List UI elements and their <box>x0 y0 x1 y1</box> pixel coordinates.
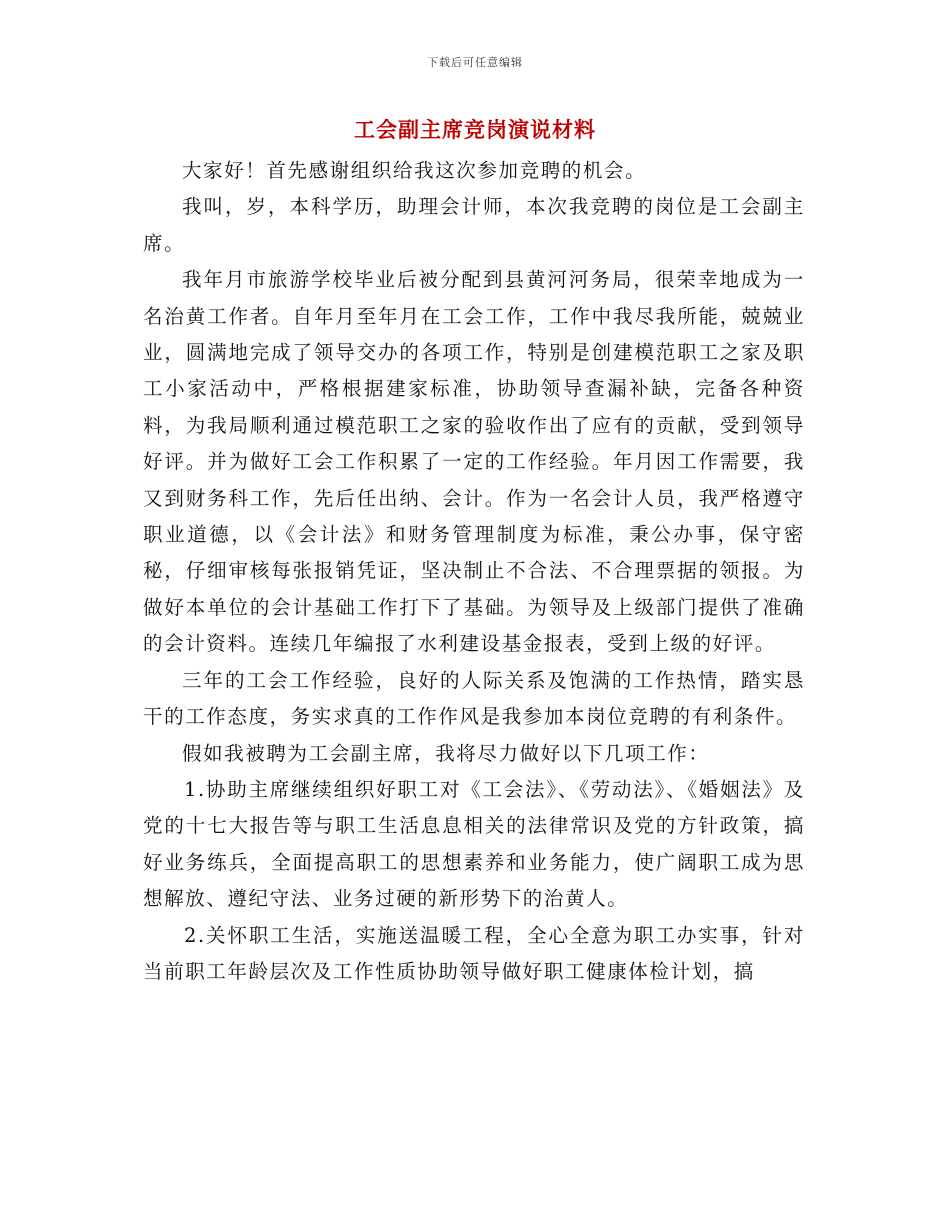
document-body <box>143 153 805 990</box>
document-title: 工会副主席竞岗演说材料 <box>354 117 596 142</box>
paragraph-plan-intro: 假如我被聘为工会副主席，我将尽力做好以下几项工作： <box>182 741 710 765</box>
paragraph-work-history: 我年月市旅游学校毕业后被分配到县黄河河务局，很荣幸地成为一名治黄工作者。自年月至年月在工会工作，工作中我尽我所能，兢兢业业，圆满地完成了领导交办的各项工作，特别是创建模范职工之家及职工小家活动中，严格根据建家标准，协助领导查漏补缺，完备各种资料，为我局顺利通过模范职工之家的验收作出了应有的贡献，受到领导好评。并为做好工会工作积累了一定的工作经验。年月因工作需要，我又到财务科工作，先后任出纳、会计。作为一名会计人员，我严格遵守职业道德，以《会计法》和财务管理制度为标准，秉公办事，保守密秘，仔细审核每张报销凭证，坚决制止不合法、不合理票据的领报。为做好本单位的会计基础工作打下了基础。为领导及上级部门提供了准确的会计资料。连续几年编报了水利建设基金报表，受到上级的好评。 <box>143 268 805 656</box>
paragraph-qualifications: 三年的工会工作经验，良好的人际关系及饱满的工作热情，踏实恳干的工作态度，务实求真的工作作风是我参加本岗位竞聘的有利条件。 <box>143 668 805 729</box>
paragraph-introduction: 我叫，岁，本科学历，助理会计师，本次我竞聘的岗位是工会副主席。 <box>143 195 805 255</box>
list-item-1: 1.协助主席继续组织好职工对《工会法》、《劳动法》、《婚姻法》及党的十七大报告等与职工生活息息相关的法律常识及党的方针政策，搞好业务练兵，全面提高职工的思想素养和业务能力，使广阔职工成为思想解放、遵纪守法、业务过硬的新形势下的治黄人。 <box>143 777 805 911</box>
paragraph-greeting: 大家好！首先感谢组织给我这次参加竞聘的机会。 <box>182 159 647 182</box>
header-note: 下载后可任意编辑 <box>427 56 523 69</box>
list-item-2: 2.关怀职工生活，实施送温暖工程，全心全意为职工办实事，针对当前职工年龄层次及工作性质协助领导做好职工健康体检计划，搞 <box>143 923 805 983</box>
